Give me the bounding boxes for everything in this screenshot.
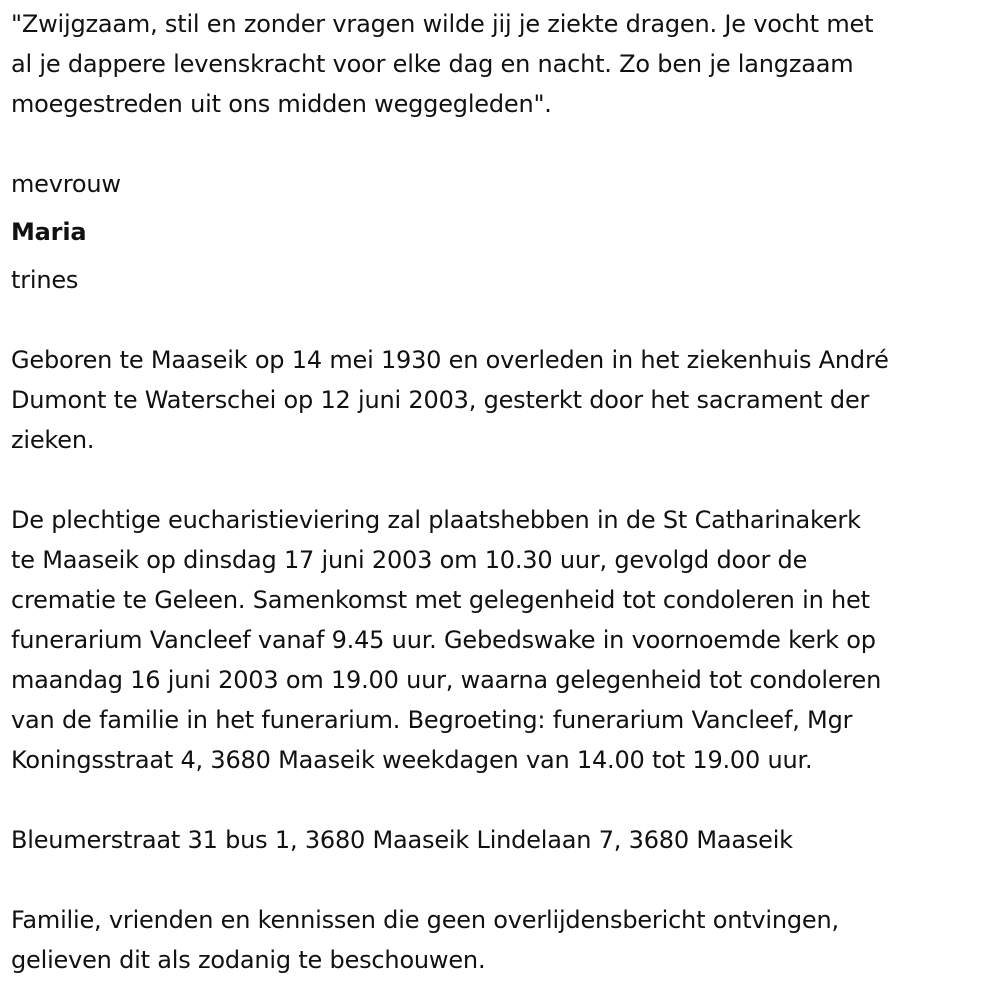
ceremony-line: te Maaseik op dinsdag 17 juni 2003 om 10.30 uur, gevolgd door de (11, 546, 808, 574)
ceremony-line: De plechtige eucharistieviering zal plaatshebben in de St Catharinakerk (11, 506, 861, 534)
quote-paragraph (11, 4, 991, 124)
ceremony-line: funerarium Vancleef vanaf 9.45 uur. Gebedswake in voornoemde kerk op (11, 626, 876, 654)
spacer (11, 780, 991, 820)
ceremony-line: Koningsstraat 4, 3680 Maaseik weekdagen van 14.00 tot 19.00 uur. (11, 746, 813, 774)
quote-line: al je dappere levenskracht voor elke dag en nacht. Zo ben je langzaam (11, 50, 854, 78)
birth-death-line: zieken. (11, 426, 95, 454)
ceremony-line: van de familie in het funerarium. Begroeting: funerarium Vancleef, Mgr (11, 706, 853, 734)
closing-line: Familie, vrienden en kennissen die geen overlijdensbericht ontvingen, (11, 906, 839, 934)
birth-death-line: Geboren te Maaseik op 14 mei 1930 en overleden in het ziekenhuis André (11, 346, 889, 374)
spacer (11, 124, 991, 164)
ceremony-paragraph (11, 500, 991, 780)
quote-line: moegestreden uit ons midden weggegleden". (11, 90, 552, 118)
spacer (11, 460, 991, 500)
obituary-document (11, 4, 991, 980)
ceremony-line: crematie te Geleen. Samenkomst met gelegenheid tot condoleren in het (11, 586, 870, 614)
title-line: mevrouw (11, 170, 121, 198)
birth-death-paragraph (11, 340, 991, 460)
ceremony-line: maandag 16 juni 2003 om 19.00 uur, waarna gelegenheid tot condoleren (11, 666, 882, 694)
spacer (11, 300, 991, 340)
addresses-line: Bleumerstraat 31 bus 1, 3680 Maaseik Lindelaan 7, 3680 Maaseik (11, 826, 793, 854)
birth-death-line: Dumont te Waterschei op 12 juni 2003, gesterkt door het sacrament der (11, 386, 870, 414)
first-name-text: Maria (11, 218, 87, 246)
closing-paragraph (11, 900, 991, 980)
spacer (11, 860, 991, 900)
first-name (11, 212, 991, 252)
closing-line: gelieven dit als zodanig te beschouwen. (11, 946, 486, 974)
last-name: trines (11, 266, 79, 294)
quote-line: "Zwijgzaam, stil en zonder vragen wilde jij je ziekte dragen. Je vocht met (11, 10, 874, 38)
